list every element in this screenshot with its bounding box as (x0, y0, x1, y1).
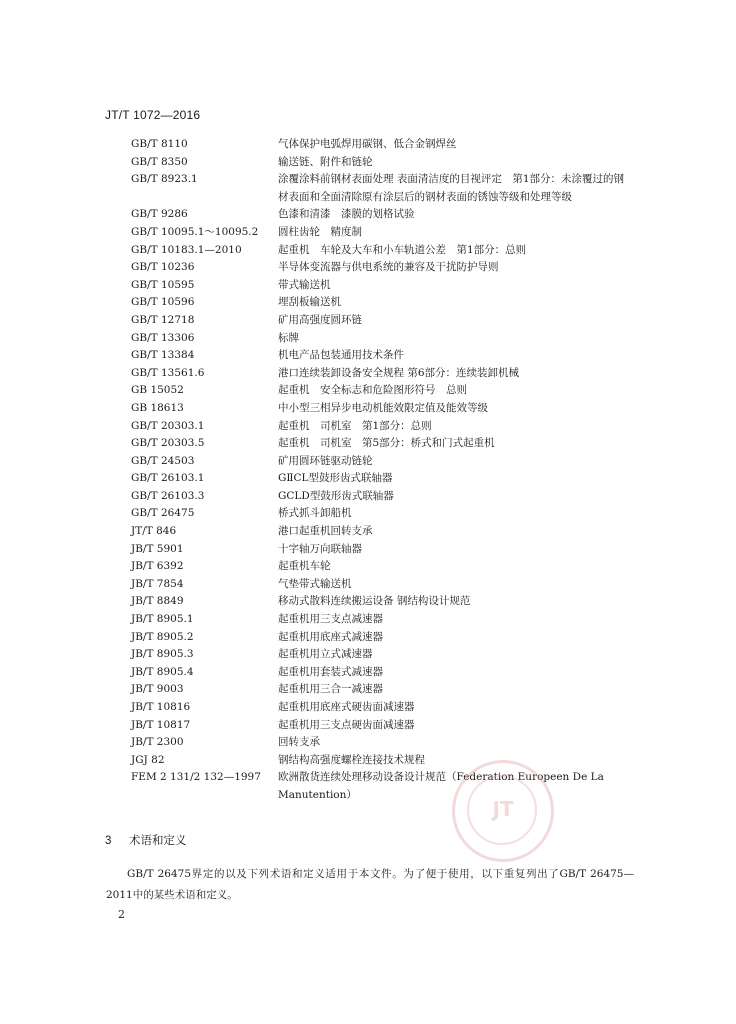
reference-code: JB/T 10817 (131, 718, 191, 731)
reference-row (0, 611, 736, 629)
reference-title: 中小型三相异步电动机能效限定值及能效等级 (278, 401, 488, 414)
reference-title: 标牌 (278, 331, 299, 344)
reference-title: 矿用高强度圆环链 (278, 313, 362, 326)
reference-row (0, 470, 736, 488)
reference-code: GB/T 8923.1 (131, 173, 198, 186)
reference-code: GB/T 13306 (131, 331, 195, 344)
reference-title: 十字轴万向联轴器 (278, 542, 362, 555)
reference-row (0, 277, 736, 295)
reference-title: 机电产品包装通用技术条件 (278, 349, 404, 362)
reference-code: GB/T 10236 (131, 261, 195, 274)
reference-title: 起重机车轮 (278, 560, 331, 573)
reference-title: 起重机 安全标志和危险图形符号 总则 (278, 384, 467, 397)
reference-row (0, 171, 736, 206)
reference-title: 半导体变流器与供电系统的兼容及干扰防护导则 (278, 261, 499, 274)
reference-title: 气体保护电弧焊用碳钢、低合金钢焊丝 (278, 138, 457, 150)
reference-row (0, 523, 736, 541)
reference-title: 起重机 车轮及大车和小车轨道公差 第1部分：总则 (278, 243, 527, 256)
reference-row (0, 418, 736, 436)
reference-code: GB/T 9286 (131, 208, 188, 221)
reference-title: 起重机用三合一减速器 (278, 683, 383, 696)
reference-title: 输送链、附件和链轮 (278, 155, 373, 168)
reference-code: GB/T 13561.6 (131, 366, 205, 379)
reference-title: 起重机用底座式硬齿面减速器 (278, 701, 415, 713)
reference-title: 港口连续装卸设备安全规程 第6部分：连续装卸机械 (278, 366, 520, 379)
page-number: 2 (118, 908, 125, 921)
reference-title: 气垫带式输送机 (278, 577, 352, 590)
reference-row (0, 224, 736, 242)
reference-row (0, 699, 736, 717)
document-code: JT/T 1072—2016 (105, 108, 201, 122)
reference-row (0, 294, 736, 312)
reference-row (0, 541, 736, 559)
reference-code: JB/T 8905.3 (131, 648, 194, 661)
reference-title: 钢结构高强度螺栓连接技术规程 (278, 753, 425, 766)
reference-code: JB/T 10816 (131, 701, 191, 713)
reference-row (0, 136, 736, 154)
reference-code: GB/T 26103.3 (131, 489, 205, 502)
reference-row (0, 629, 736, 647)
reference-code: JB/T 8849 (131, 595, 184, 608)
reference-code: GB/T 26103.1 (131, 472, 205, 485)
reference-code: GB/T 10595 (131, 278, 195, 291)
section-number: 3 (105, 835, 112, 847)
reference-row (0, 593, 736, 611)
reference-title: 回转支承 (278, 736, 320, 749)
reference-code: JB/T 8905.4 (131, 665, 194, 678)
reference-row (0, 330, 736, 348)
reference-code: GB/T 10095.1～10095.2 (131, 225, 259, 238)
normative-references-list (0, 136, 736, 805)
reference-code: GB/T 13384 (131, 349, 195, 362)
reference-title: 起重机用套装式减速器 (278, 665, 383, 678)
reference-row (0, 558, 736, 576)
reference-row (0, 365, 736, 383)
reference-row (0, 717, 736, 735)
reference-code: JB/T 7854 (131, 577, 184, 590)
reference-title: GCLD型鼓形齿式联轴器 (278, 489, 394, 502)
reference-title: 起重机用立式减速器 (278, 648, 373, 661)
reference-code: GB/T 20303.1 (131, 419, 205, 432)
section-title: 术语和定义 (129, 835, 187, 847)
reference-code: FEM 2 131/2 132—1997 (131, 771, 261, 784)
section-paragraph: GB/T 26475界定的以及下列术语和定义适用于本文件。为了便于使用，以下重复列出了GB/T 26475—2011中的某些术语和定义。 (106, 868, 634, 901)
watermark-stamp (452, 760, 554, 862)
reference-title: 起重机用三支点减速器 (278, 613, 383, 626)
reference-code: JT/T 846 (131, 525, 177, 538)
watermark-text: JT (492, 797, 514, 821)
reference-row (0, 646, 736, 664)
reference-title: 矿用圆环链驱动链轮 (278, 454, 373, 467)
reference-title: 移动式散料连续搬运设备 钢结构设计规范 (278, 595, 471, 608)
reference-code: GB/T 8350 (131, 155, 188, 168)
reference-row (0, 347, 736, 365)
reference-title: 港口起重机回转支承 (278, 525, 373, 538)
reference-row (0, 505, 736, 523)
reference-row (0, 664, 736, 682)
reference-row (0, 435, 736, 453)
reference-title: 起重机用三支点硬齿面减速器 (278, 718, 415, 731)
reference-title: 桥式抓斗卸船机 (278, 507, 352, 520)
reference-title: 起重机 司机室 第1部分：总则 (278, 419, 432, 432)
reference-row (0, 681, 736, 699)
reference-title: 埋刮板输送机 (278, 296, 341, 309)
reference-code: GB/T 10183.1—2010 (131, 243, 242, 256)
reference-row (0, 453, 736, 471)
reference-title: 起重机 司机室 第5部分：桥式和门式起重机 (278, 437, 495, 450)
reference-row (0, 206, 736, 224)
reference-code: JB/T 8905.1 (131, 613, 194, 626)
reference-row (0, 576, 736, 594)
reference-code: JB/T 9003 (131, 683, 184, 696)
reference-code: GB/T 20303.5 (131, 437, 205, 450)
reference-code: JB/T 2300 (131, 736, 184, 749)
reference-code: GB 18613 (131, 401, 184, 414)
reference-title: 圆柱齿轮 精度制 (278, 225, 362, 238)
reference-title: 欧洲散货连续处理移动设备设计规范（Federation Europeen De La Manutention） (278, 771, 604, 801)
reference-row (0, 242, 736, 260)
reference-title: 涂覆涂料前钢材表面处理 表面清洁度的目视评定 第1部分：未涂覆过的钢材表面和全面清除原有涂层后的钢材表面的锈蚀等级和处理等级 (278, 173, 625, 203)
reference-row (0, 400, 736, 418)
reference-code: GB/T 12718 (131, 313, 195, 326)
section-heading (105, 832, 187, 848)
reference-row (0, 769, 736, 804)
reference-code: GB/T 24503 (131, 454, 195, 467)
reference-row (0, 259, 736, 277)
reference-row (0, 734, 736, 752)
reference-code: GB/T 10596 (131, 296, 195, 309)
reference-code: JB/T 5901 (131, 542, 184, 555)
reference-title: 色漆和清漆 漆膜的划格试验 (278, 208, 415, 221)
reference-code: GB 15052 (131, 384, 184, 397)
reference-row (0, 752, 736, 770)
reference-row (0, 154, 736, 172)
reference-code: JGJ 82 (131, 753, 165, 766)
reference-code: JB/T 8905.2 (131, 630, 194, 643)
reference-code: JB/T 6392 (131, 560, 184, 573)
reference-row (0, 488, 736, 506)
reference-title: GⅡCL型鼓形齿式联轴器 (278, 472, 393, 485)
reference-code: GB/T 26475 (131, 507, 195, 520)
reference-code: GB/T 8110 (131, 138, 188, 150)
reference-title: 起重机用底座式减速器 (278, 630, 383, 643)
reference-title: 带式输送机 (278, 278, 331, 291)
reference-row (0, 382, 736, 400)
reference-row (0, 312, 736, 330)
